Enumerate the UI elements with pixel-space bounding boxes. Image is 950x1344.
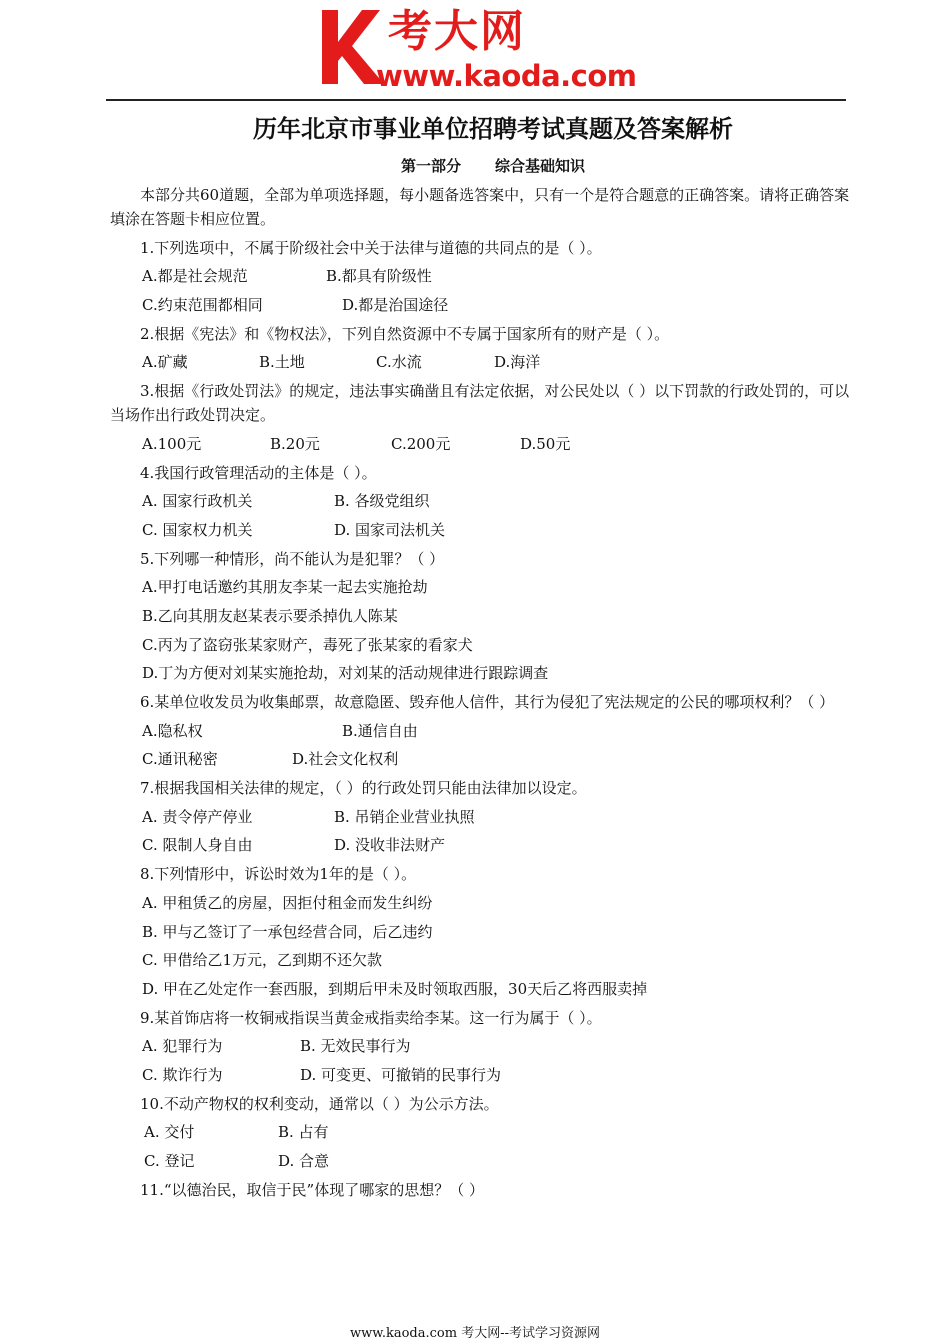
option-row: [110, 719, 855, 743]
option-d: D.丁为方便对刘某实施抢劫，对刘某的活动规律进行跟踪调查: [142, 664, 549, 683]
option-row: [110, 518, 855, 542]
option-d: D. 国家司法机关: [334, 520, 446, 539]
question-stem: 1.下列选项中，不属于阶级社会中关于法律与道德的共同点的是（ ）。: [140, 238, 602, 257]
option-row: [110, 350, 855, 374]
option-row: [110, 833, 855, 857]
option-row: [110, 1034, 855, 1058]
option-c: C.水流: [376, 353, 422, 372]
option-row: [110, 489, 855, 513]
option-c: C. 限制人身自由: [142, 836, 253, 855]
option-b: B.20元: [270, 434, 320, 453]
option-a: A. 犯罪行为: [142, 1037, 223, 1056]
option-row: [110, 604, 855, 628]
page-title: 历年北京市事业单位招聘考试真题及答案解析: [253, 115, 733, 143]
option-c: C.丙为了盗窃张某家财产，毒死了张某家的看家犬: [142, 635, 473, 654]
option-d: D.海洋: [494, 353, 541, 372]
option-c: C. 国家权力机关: [142, 520, 253, 539]
question-stem: 3.根据《行政处罚法》的规定，违法事实确凿且有法定依据，对公民处以（ ）以下罚款的行政处罚的，可以当场作出行政处罚决定。: [110, 382, 850, 425]
option-d: D.50元: [520, 434, 571, 453]
question-stem: 2.根据《宪法》和《物权法》，下列自然资源中不专属于国家所有的财产是（ ）。: [140, 324, 670, 343]
intro-text: 本部分共60道题，全部为单项选择题，每小题备选答案中，只有一个是符合题意的正确答案。请将正确答案填涂在答题卡相应位置。: [110, 186, 850, 228]
option-d: D. 合意: [278, 1152, 330, 1170]
option-d: D. 可变更、可撤销的民事行为: [300, 1065, 502, 1084]
option-a: A. 甲租赁乙的房屋，因拒付租金而发生纠纷: [142, 893, 433, 912]
option-a: A. 责令停产停业: [142, 807, 253, 826]
option-row: [110, 948, 855, 972]
question-stem: 8.下列情形中，诉讼时效为1年的是（ ）。: [140, 865, 417, 884]
option-b: B.通信自由: [342, 721, 418, 740]
option-a: A.都是社会规范: [142, 267, 248, 286]
option-c: C.200元: [391, 434, 451, 453]
option-c: C. 登记: [144, 1152, 195, 1170]
option-row: [110, 432, 855, 456]
kaoda-logo: [318, 6, 648, 92]
option-d: D.都是治国途径: [342, 296, 449, 315]
option-row: [110, 1063, 855, 1087]
option-b: B.乙向其朋友赵某表示要杀掉仇人陈某: [142, 606, 398, 625]
logo-chinese-name: 考大网: [388, 6, 526, 57]
logo-url: www.kaoda.com: [376, 59, 637, 93]
section-subtitle: [0, 156, 950, 176]
option-d: D. 没收非法财产: [334, 836, 446, 855]
option-row: [110, 264, 855, 288]
option-b: B. 吊销企业营业执照: [334, 807, 475, 826]
option-row: [110, 920, 855, 944]
option-row: [110, 661, 855, 685]
question-stem: 5.下列哪一种情形，尚不能认为是犯罪？（ ）: [140, 549, 445, 568]
option-row: [110, 293, 855, 317]
question-stem: 9.某首饰店将一枚铜戒指误当黄金戒指卖给李某。这一行为属于（ ）。: [140, 1008, 602, 1027]
option-a: A. 交付: [144, 1123, 195, 1142]
option-c: C.约束范围都相同: [142, 296, 263, 315]
page-footer: www.kaoda.com 考大网--考试学习资源网: [350, 1326, 600, 1341]
option-a: A. 国家行政机关: [142, 492, 253, 511]
section-name: 综合基础知识: [495, 157, 586, 175]
option-a: A.100元: [142, 434, 202, 453]
option-row: [110, 891, 855, 915]
option-c: C. 欺诈行为: [142, 1065, 223, 1084]
option-c: C.通讯秘密: [142, 750, 218, 769]
option-d: D. 甲在乙处定作一套西服，到期后甲未及时领取西服，30天后乙将西服卖掉: [142, 979, 648, 998]
option-a: A.矿藏: [142, 353, 188, 372]
question-stem: 6.某单位收发员为收集邮票，故意隐匿、毁弃他人信件，其行为侵犯了宪法规定的公民的哪项权利？（ ）: [140, 693, 835, 711]
question-stem: 11.“以德治民，取信于民”体现了哪家的思想？（ ）: [140, 1180, 484, 1199]
option-b: B. 占有: [278, 1123, 329, 1142]
option-row: [110, 1149, 855, 1173]
question-list: [110, 183, 855, 1206]
option-d: D.社会文化权利: [292, 750, 399, 769]
option-b: B. 甲与乙签订了一承包经营合同，后乙违约: [142, 922, 433, 941]
option-b: B.都具有阶级性: [326, 267, 432, 286]
question-stem: 4.我国行政管理活动的主体是（ ）。: [140, 463, 377, 482]
question-stem: 7.根据我国相关法律的规定，（ ）的行政处罚只能由法律加以设定。: [140, 779, 587, 798]
section-part: 第一部分: [400, 157, 461, 175]
question-stem: 10.不动产物权的权利变动，通常以（ ）为公示方法。: [140, 1094, 499, 1113]
option-b: B. 无效民事行为: [300, 1037, 411, 1056]
option-c: C. 甲借给乙1万元，乙到期不还欠款: [142, 951, 383, 970]
option-row: [110, 633, 855, 657]
option-row: [110, 1120, 855, 1144]
option-b: B. 各级党组织: [334, 492, 430, 511]
option-row: [110, 805, 855, 829]
option-a: A.隐私权: [142, 721, 203, 740]
option-row: [110, 747, 855, 771]
option-b: B.土地: [259, 353, 305, 372]
option-a: A.甲打电话邀约其朋友李某一起去实施抢劫: [142, 578, 428, 597]
header-divider: [106, 99, 846, 101]
option-row: [110, 575, 855, 599]
option-row: [110, 977, 855, 1001]
